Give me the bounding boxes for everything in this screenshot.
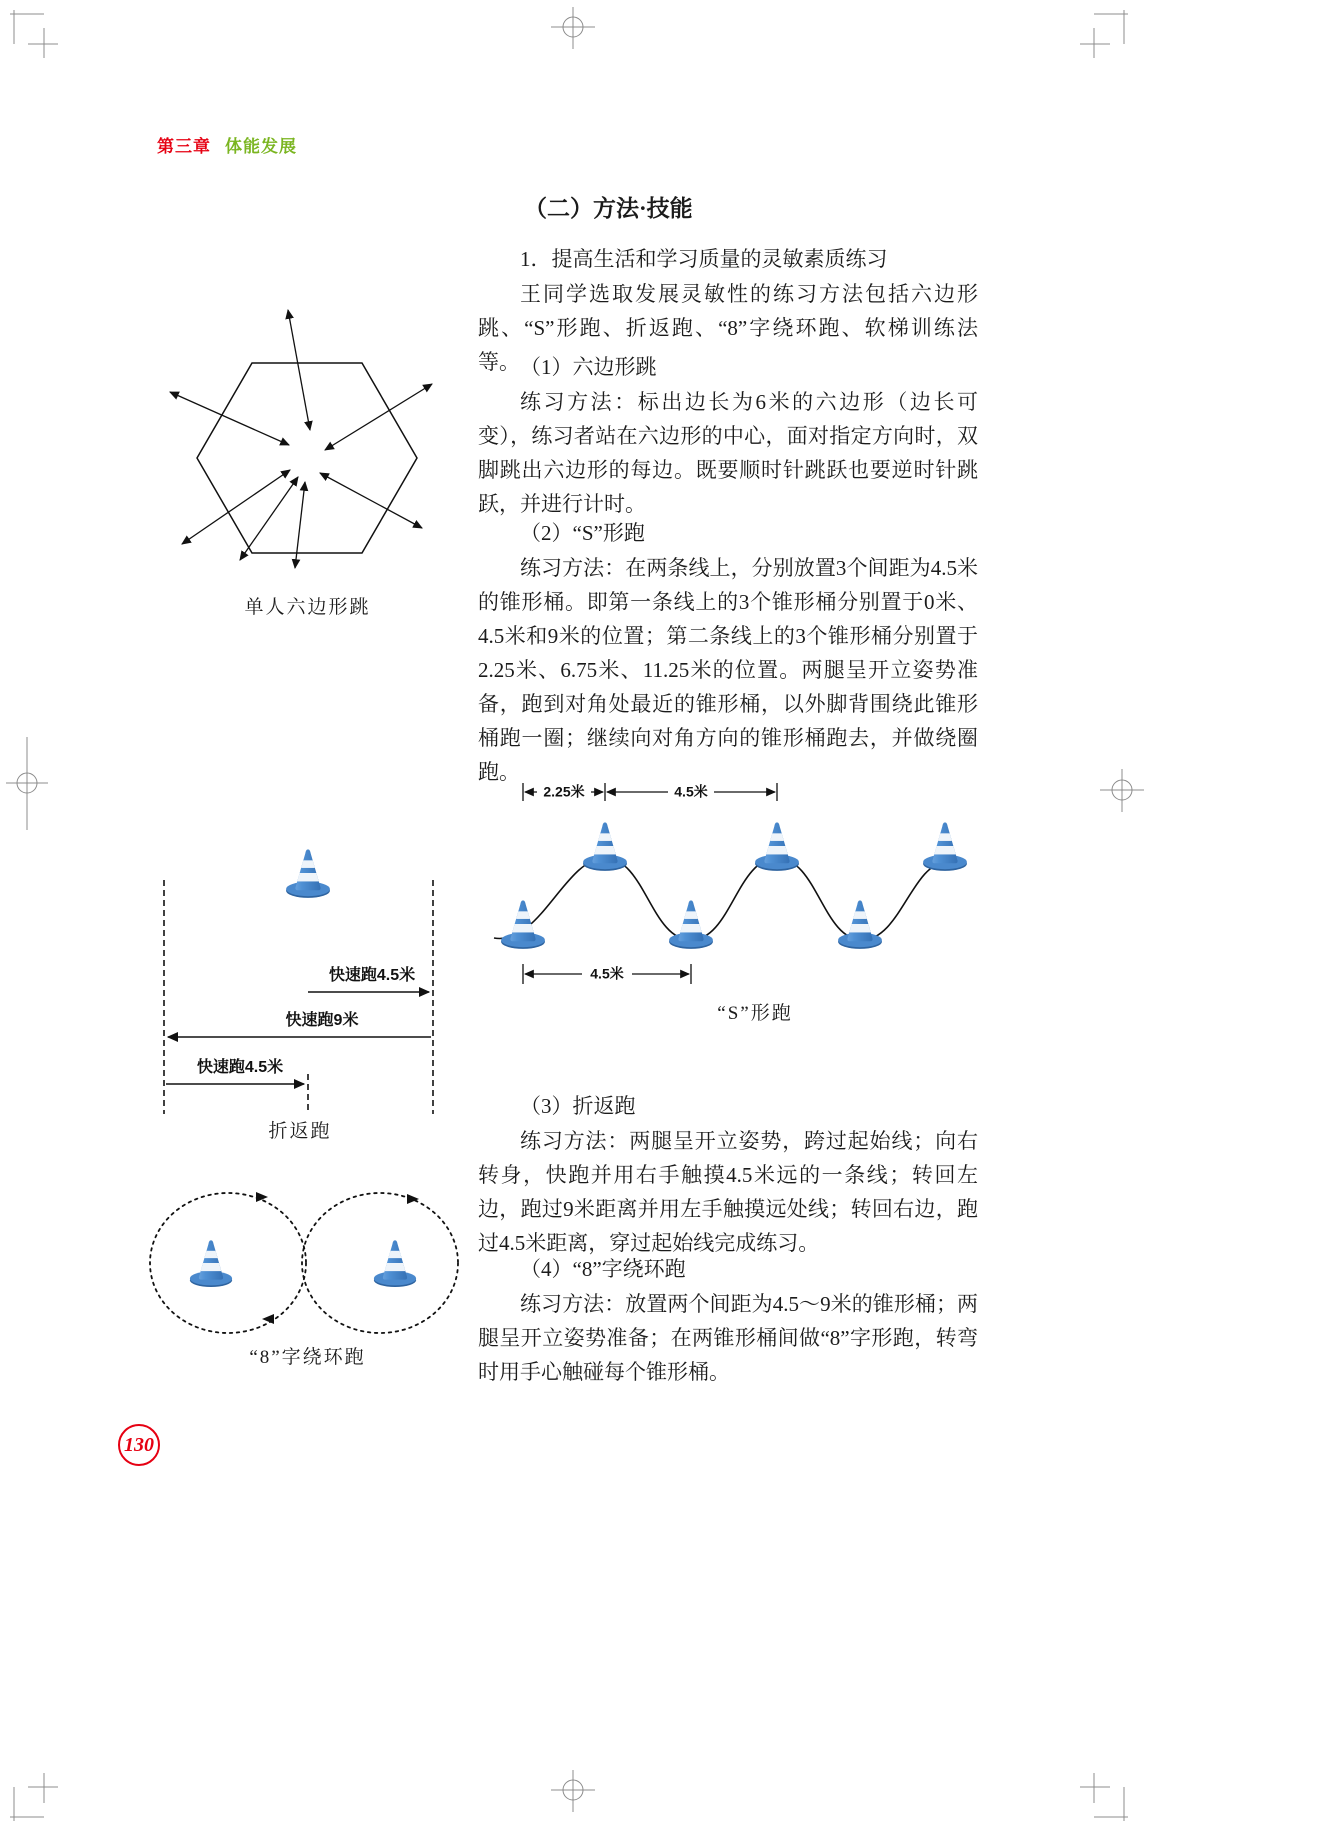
shuttle-leg2-label: 快速跑9米 [285, 1012, 359, 1029]
cone-icon [583, 821, 627, 871]
item4-heading: （4）“8”字绕环跑 [520, 1257, 686, 1281]
page-number: 130 [124, 1433, 154, 1456]
item2-body: 练习方法：在两条线上，分别放置3个间距为4.5米的锥形桶。即第一条线上的3个锥形桶分别置于0米、4.5米和9米的位置；第二条线上的3个锥形桶分别置于2.25米、6.75米、11.25米的位置。两腿呈开立姿势准备，跑到对角处最近的锥形桶，以外脚背围绕此锥形桶跑一圈；继续向对角方向的锥形桶跑去，并做绕圈跑。 [478, 556, 978, 784]
chapter-number: 第三章 [157, 137, 211, 156]
s-run-caption: “S”形跑 [717, 1003, 793, 1024]
figure-eight-caption: “8”字绕环跑 [249, 1347, 366, 1368]
shuttle-leg3-label: 快速跑4.5米 [196, 1059, 284, 1076]
chapter-header [157, 132, 297, 157]
item3-heading: （3）折返跑 [520, 1094, 636, 1118]
cone-icon [669, 899, 713, 949]
cone-icon [501, 899, 545, 949]
page-number-badge [118, 1424, 160, 1466]
list-intro: 1．提高生活和学习质量的灵敏素质练习 [520, 247, 888, 271]
item1-heading: （1）六边形跳 [520, 355, 657, 379]
shuttle-run-diagram [150, 822, 445, 1114]
item1-body: 练习方法：标出边长为6米的六边形（边长可变），练习者站在六边形的中心，面对指定方向时，双脚跳出六边形的每边。既要顺时针跳跃也要逆时针跳跃，并进行计时。 [478, 390, 978, 516]
s-run-path [494, 858, 946, 940]
cone-icon [286, 848, 330, 898]
cone-icon [190, 1239, 232, 1287]
hexagon-jump-diagram [162, 298, 447, 590]
item4-body: 练习方法：放置两个间距为4.5～9米的锥形桶；两腿呈开立姿势准备；在两锥形桶间做“8”字形跑，转弯时用手心触碰每个锥形桶。 [478, 1292, 978, 1384]
hexagon-jump-caption: 单人六边形跳 [244, 597, 371, 618]
shuttle-run-caption: 折返跑 [268, 1121, 332, 1142]
cone-icon [923, 821, 967, 871]
section-title: （二）方法·技能 [524, 196, 693, 221]
s-run-dim-bottom: 4.5米 [590, 965, 624, 982]
s-run-diagram [480, 778, 995, 993]
cone-icon [755, 821, 799, 871]
shuttle-leg1-label: 快速跑4.5米 [328, 967, 416, 984]
s-run-dim-offset: 2.25米 [543, 783, 585, 800]
figure-eight-diagram [145, 1188, 465, 1340]
cone-icon [838, 899, 882, 949]
s-run-dim-spacing: 4.5米 [674, 783, 708, 800]
intro-paragraph: 王同学选取发展灵敏性的练习方法包括六边形跳、“S”形跑、折返跑、“8”字绕环跑、软梯训练法等。 [478, 282, 978, 374]
cone-icon [374, 1239, 416, 1287]
item2-heading: （2）“S”形跑 [520, 521, 645, 545]
chapter-title: 体能发展 [225, 137, 297, 156]
item3-body: 练习方法：两腿呈开立姿势，跨过起始线；向右转身，快跑并用右手触摸4.5米远的一条线；转回左边，跑过9米距离并用左手触摸远处线；转回右边，跑过4.5米距离，穿过起始线完成练习。 [478, 1129, 978, 1255]
